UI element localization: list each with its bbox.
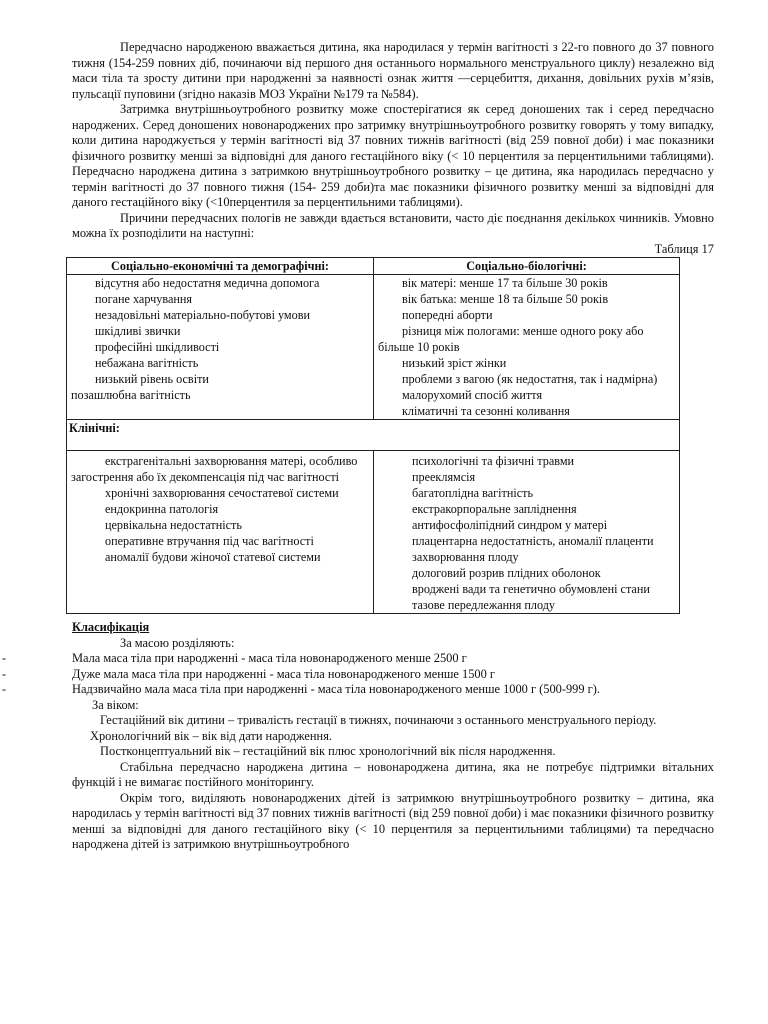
list-item: незадовільні матеріально-побутові умови [95, 308, 311, 322]
list-item: екстрагенітальні захворювання матері, особливо загострення або їх декомпенсація під час вагітності [71, 454, 358, 484]
classification-heading: Класифікація [72, 620, 150, 634]
list-item: оперативне втручання під час вагітності [105, 534, 314, 548]
list-item: кліматичні та сезонні коливання [402, 404, 570, 418]
list-item: проблеми з вагою (як недостатня, так і надмірна) [402, 372, 658, 386]
list-item: низький зріст жінки [402, 356, 507, 370]
list-item: вік батька: менше 18 та більше 50 років [402, 292, 609, 306]
document-page [69, 40, 714, 853]
col-header-sociobiological: Соціально-біологічні: [374, 258, 680, 275]
paragraph-definition: Передчасно народженою вважається дитина, яка народилася у термін вагітності з 22-го повного до 37 повного тижня (154-259 повних діб, починаючи від першого дня останнього нормального менструального циклу) незалежно від маси тіла та зросту дитини при народженні за наявності ознак життя —серцебиття, дихання, довільних рухів м’язів, пульсації пуповини (згідно наказів МОЗ України №179 та №584). [72, 40, 714, 101]
list-item: позашлюбна вагітність [71, 388, 191, 402]
list-item: низький рівень освіти [95, 372, 209, 386]
age-item: Гестаційний вік дитини – тривалість гестації в тижнях, починаючи з останнього менструального періоду. [100, 713, 657, 727]
list-item: різниця між пологами: менше одного року або більше 10 років [378, 324, 644, 354]
stable-paragraph: Стабільна передчасно народжена дитина – новонароджена дитина, яка не потребує підтримки вітальних функцій і не вимагає постійного моніторингу. [72, 759, 714, 789]
list-item: психологічні та фізичні травми [412, 454, 575, 468]
paragraph-causes: Причини передчасних пологів не завжди вдається встановити, часто діє поєднання декількох чинників. Умовно можна їх розподілити на наступні: [72, 210, 714, 240]
clinical-col2-cell [374, 451, 680, 614]
age-item: Постконцептуальний вік – гестаційний вік плюс хронологічний вік після народження. [100, 744, 556, 758]
list-item: антифосфоліпідний синдром у матері [412, 518, 608, 532]
list-item: попередні аборти [402, 308, 493, 322]
list-item: вік матері: менше 17 та більше 30 років [402, 276, 608, 290]
list-item: плацентарна недостатність, аномалії плаценти [412, 534, 654, 548]
list-item: аномалії будови жіночої статевої системи [105, 550, 321, 564]
weight-item: - Дуже мала маса тіла при народженні - маса тіла новонародженого менше 1500 г [72, 667, 714, 683]
list-item: вроджені вади та генетично обумовлені стани [412, 582, 650, 596]
by-age-label: За віком: [92, 697, 139, 712]
list-item: шкідливі звички [95, 324, 181, 338]
list-item: дологовий розрив плідних оболонок [412, 566, 601, 580]
age-item: Хронологічний вік – вік від дати народження. [90, 728, 332, 743]
list-item: екстракорпоральне запліднення [412, 502, 577, 516]
sociobiological-cell [374, 275, 680, 420]
clinical-header: Клінічні: [67, 420, 680, 451]
list-item: багатоплідна вагітність [412, 486, 534, 500]
list-item: відсутня або недостатня медична допомога [95, 276, 320, 290]
list-item: захворювання плоду [412, 550, 519, 564]
causes-table [66, 257, 680, 614]
weight-item: - Надзвичайно мала маса тіла при народженні - маса тіла новонародженого менше 1000 г (500-999 г). [72, 682, 714, 698]
table-caption: Таблиця 17 [654, 241, 714, 256]
besides-paragraph: Окрім того, виділяють новонароджених дітей із затримкою внутрішньоутробного розвитку – дитина, яка народилась у термін вагітності від 37 повних тижнів вагітності (від 259 повної доби) і має показники фізичного розвитку менші за відповідні для даного гестаційного віку (< 10 перцентиля за перцентильними таблицями) та передчасно народжена дітей із затримкою внутрішньоутробного [72, 790, 714, 851]
socioeconomic-cell [67, 275, 374, 420]
clinical-col1-cell [67, 451, 374, 614]
col-header-socioeconomic: Соціально-економічні та демографічні: [67, 258, 374, 275]
list-item: хронічні захворювання сечостатевої системи [105, 486, 339, 500]
list-item: прееклямсія [412, 470, 476, 484]
list-item: тазове передлежання плоду [412, 598, 555, 612]
list-item: погане харчування [95, 292, 193, 306]
list-item: професійні шкідливості [95, 340, 220, 354]
paragraph-iugr: Затримка внутрішньоутробного розвитку може спостерігатися як серед доношених так і серед передчасно народжених. Серед доношених новонароджених про затримку внутрішньоутробного розвитку говорять у тому випадку, коли дитина народжується у термін вагітності від 37 повних тижнів вагітності (від 259 повної доби) і має показники фізичного розвитку менші за відповідні для даного гестаційного віку (< 10 перцентиля за перцентильними таблицями). Передчасно народжена дитина з затримкою внутрішньоутробного розвитку – це дитина, яка народилась передчасно у термін вагітності до 37 повного тижня (154- 259 доби)та має показники фізичного розвитку менші за відповідні для даного гестаційного віку (<10перцентиля за перцентильними таблицями). [72, 102, 714, 209]
weight-item: - Мала маса тіла при народженні - маса тіла новонародженого менше 2500 г [72, 651, 714, 667]
list-item: небажана вагітність [95, 356, 199, 370]
list-item: цервікальна недостатність [105, 518, 242, 532]
by-weight-label: За масою розділяють: [120, 635, 235, 650]
list-item: малорухомий спосіб життя [402, 388, 543, 402]
list-item: ендокринна патологія [105, 502, 219, 516]
